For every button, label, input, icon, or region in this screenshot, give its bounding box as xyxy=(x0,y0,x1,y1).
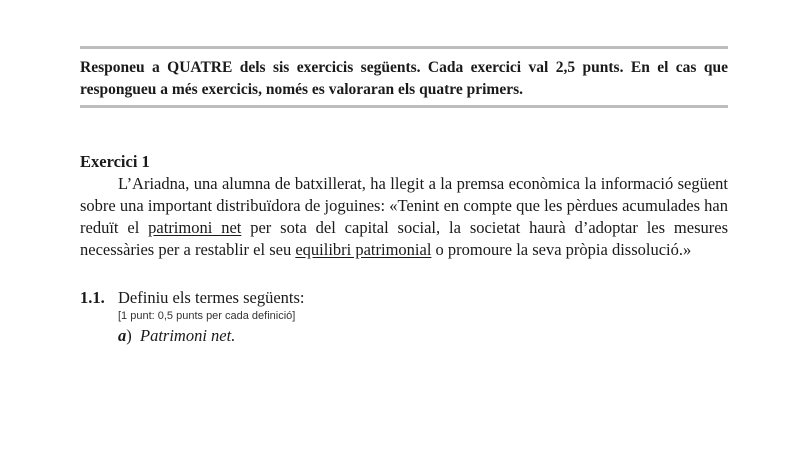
exercise-paragraph xyxy=(80,173,728,261)
term-equilibri-patrimonial: equilibri patrimonial xyxy=(295,240,432,259)
question-number: 1.1. xyxy=(80,288,105,307)
sub-question-paren: ) xyxy=(126,326,132,345)
paragraph-text-2: per sota del capital social, la societat haurà d’adoptar les mesures necessàries per a restablir el seu xyxy=(80,218,728,259)
sub-question-text: Patrimoni net. xyxy=(140,326,236,345)
paragraph-text-1: L’Ariadna, una alumna de batxillerat, ha llegit a la premsa econòmica la informació següent sobre una important distribuïdora de joguines: «Tenint en compte que les pèrdues acumulades han reduït el xyxy=(80,174,728,237)
question-text: Definiu els termes següents: xyxy=(118,288,305,307)
exam-instructions: Responeu a QUATRE dels sis exercicis següents. Cada exercici val 2,5 punts. En el cas que respongueu a més exercicis, només es valoraran els quatre primers. xyxy=(80,59,728,98)
bottom-divider xyxy=(80,105,728,108)
top-divider xyxy=(80,46,728,49)
sub-question-letter: a xyxy=(118,326,127,345)
exercise-title: Exercici 1 xyxy=(80,152,150,171)
sub-question-a xyxy=(118,325,235,347)
paragraph-text-3: o promoure la seva pròpia dissolució.» xyxy=(431,240,692,259)
exam-page xyxy=(80,0,728,450)
term-patrimoni-net: patrimoni net xyxy=(148,218,242,237)
question-points: [1 punt: 0,5 punts per cada definició] xyxy=(118,310,296,322)
